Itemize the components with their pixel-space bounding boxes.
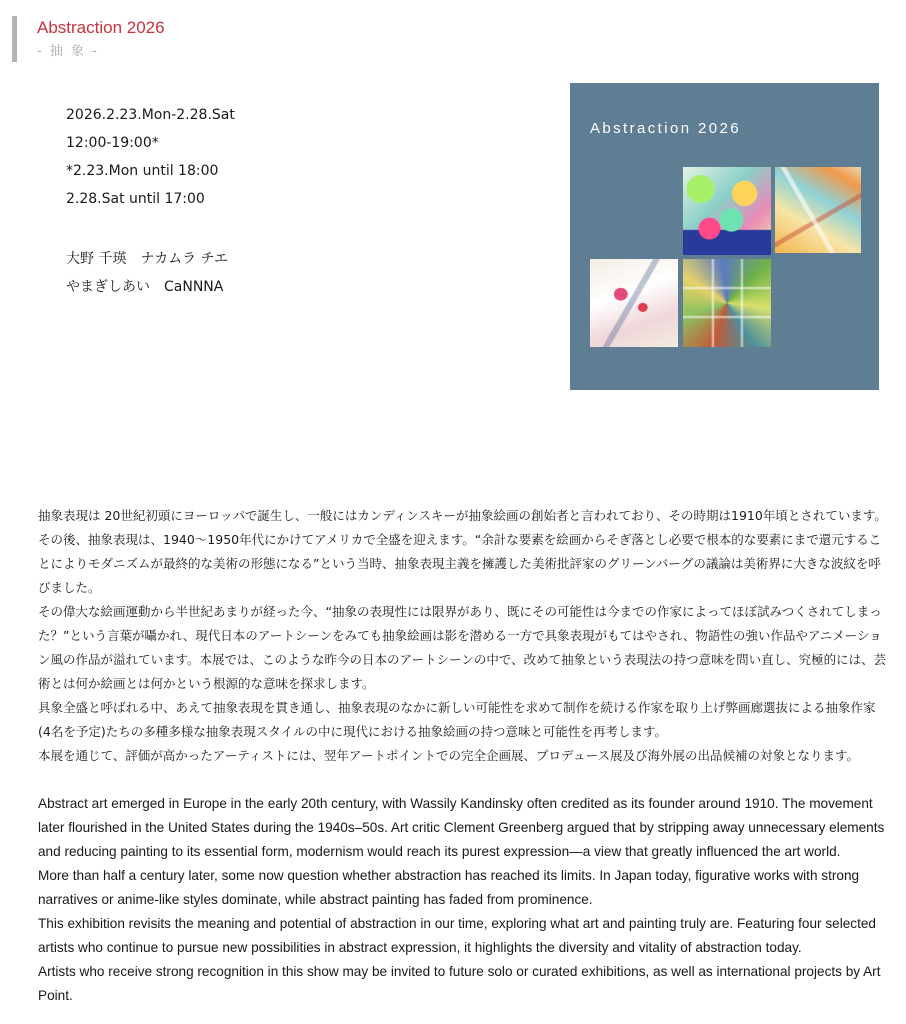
page-subtitle: - 抽 象 - (37, 44, 99, 59)
artwork-thumbnail-3 (590, 259, 678, 347)
artwork-thumbnail-2 (775, 167, 861, 253)
description-japanese (38, 504, 888, 768)
description-en-paragraph: Artists who receive strong recognition in this show may be invited to future solo or curated exhibitions, as well as international projects by Art Point. (38, 964, 881, 1003)
description-jp-paragraph: 本展を通じて、評価が高かったアーティストには、翌年アートポイントでの完全企画展、プロデュース展及び海外展の出品候補の対象となります。 (38, 748, 860, 763)
exhibition-info (66, 101, 235, 301)
description-en-paragraph: Abstract art emerged in Europe in the early 20th century, with Wassily Kandinsky often credited as its founder around 1910. The movement later flourished in the United States during the 1940s–50s. Art critic Clement Greenberg argued that by stripping away unnecessary elements and reducing painting to its essential form, modernism would reach its purest expression―a view that greatly influenced the art world. (38, 796, 885, 859)
description-jp-paragraph: その偉大な絵画運動から半世紀あまりが経った今、“抽象の表現性には限界があり、既にその可能性は今までの作家によってほぼ試みつくされてしまった？”という言葉が囁かれ、現代日本のアートシーンをみても抽象絵画は影を潜める一方で具象表現がもてはやされ、物語性の強い作品やアニメーション風の作品が溢れています。本展では、このような昨今の日本のアートシーンの中で、改めて抽象という表現法の持つ意味を問い直し、究極的には、芸術とは何か絵画とは何かという根源的な意味を探求します。 (38, 604, 887, 691)
artists-line-1: 大野 千瑛 ナカムラ チエ (66, 251, 229, 267)
artists-line-2: やまぎしあい CaNNNA (66, 279, 224, 295)
hours-note-last-day: 2.28.Sat until 17:00 (66, 191, 205, 207)
spacer (66, 213, 235, 245)
exhibition-hours: 12:00-19:00* (66, 135, 159, 151)
description-en-paragraph: This exhibition revisits the meaning and potential of abstraction in our time, exploring what art and painting truly are. Featuring four selected artists who continue to pursue new possibilities in abstract expression, it highlights the diversity and vitality of abstraction today. (38, 916, 876, 955)
artwork-thumbnail-1 (683, 167, 771, 255)
description-jp-paragraph: 抽象表現は 20世紀初頭にヨーロッパで誕生し、一般にはカンディンスキーが抽象絵画の創始者と言われており、その時期は1910年頃とされています。その後、抽象表現は、1940〜1950年代にかけてアメリカで全盛を迎えます。“余計な要素を絵画からそぎ落とし必要で根本的な要素にまで還元することによりモダニズムが最終的な美術の形態になる”という当時、抽象表現主義を擁護した美術批評家のグリーンバーグの議論は美術界に大きな波紋を呼びました。 (38, 508, 887, 595)
poster-title: Abstraction 2026 (590, 120, 741, 137)
page-title: Abstraction 2026 (37, 18, 165, 37)
title-block (12, 16, 165, 62)
exhibition-dates: 2026.2.23.Mon-2.28.Sat (66, 107, 235, 123)
description-en-paragraph: More than half a century later, some now question whether abstraction has reached its limits. In Japan today, figurative works with strong narratives or anime-like styles dominate, while abstract painting has faded from prominence. (38, 868, 860, 907)
artwork-thumbnail-4 (683, 259, 771, 347)
exhibition-poster[interactable] (570, 83, 879, 390)
description-jp-paragraph: 具象全盛と呼ばれる中、あえて抽象表現を貫き通し、抽象表現のなかに新しい可能性を求めて制作を続ける作家を取り上げ弊画廊選抜による抽象作家(4名を予定)たちの多種多様な抽象表現スタイルの中に現代における抽象絵画の持つ意味と可能性を再考します。 (38, 700, 876, 739)
description-english (38, 792, 890, 1008)
hours-note-first-day: *2.23.Mon until 18:00 (66, 163, 219, 179)
